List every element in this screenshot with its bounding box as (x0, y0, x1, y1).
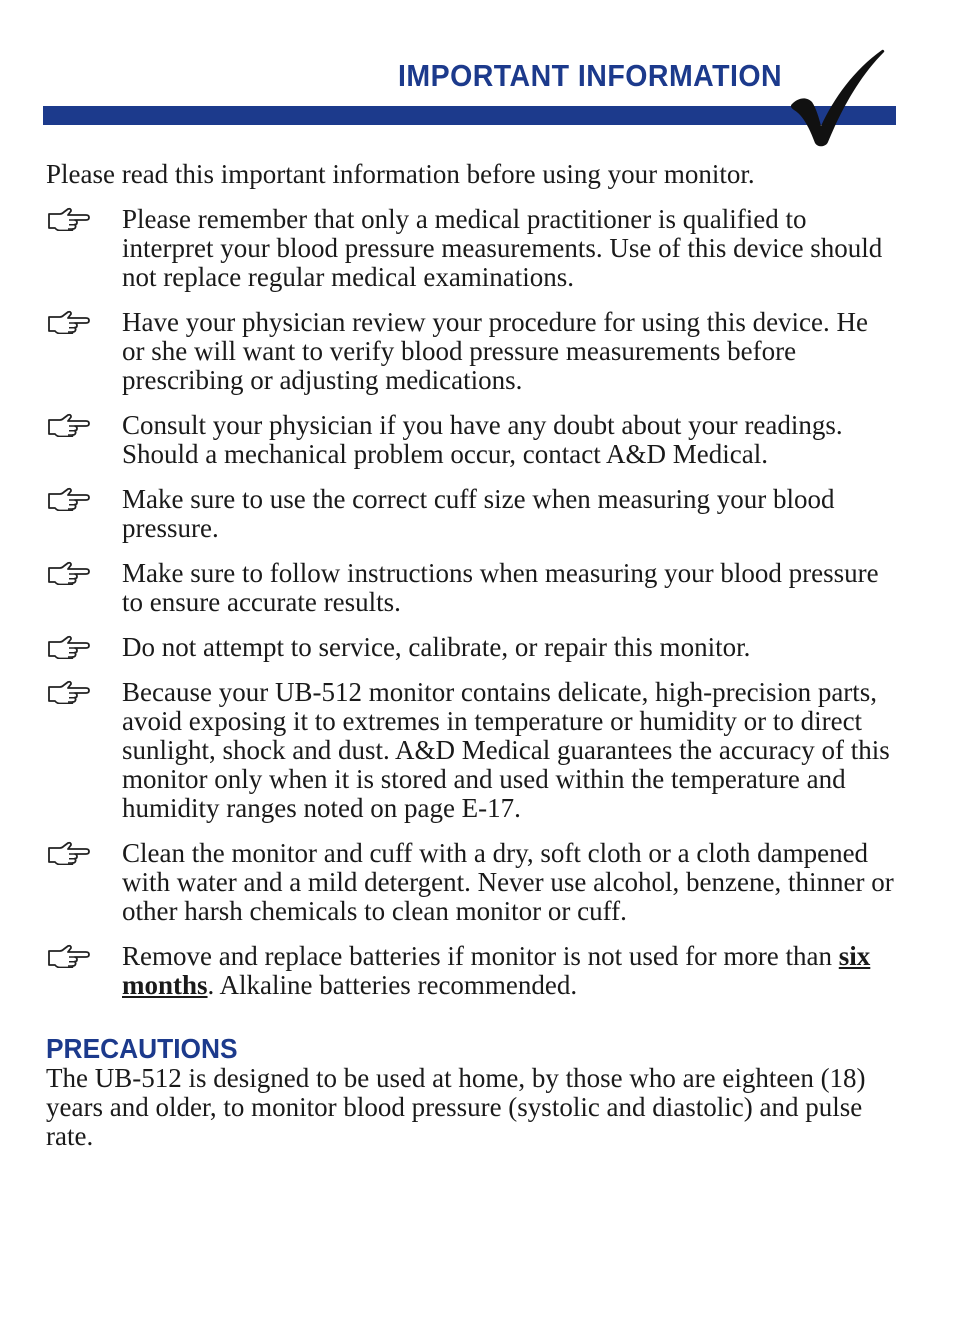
list-item (46, 308, 896, 395)
pointing-hand-icon (46, 944, 90, 968)
list-item-text: Please remember that only a medical practitioner is qualified to interpret your blood pressure measurements. Use of this device should not replace regular medical examinations. (122, 204, 883, 292)
list-item-text: Do not attempt to service, calibrate, or repair this monitor. (122, 632, 751, 662)
list-item-text: Because your UB-512 monitor contains delicate, high-precision parts, avoid exposing it to extremes in temperature or humidity or to direct sunlight, shock and dust. A&D Medical guarantees the accuracy of this monitor only when it is stored and used within the temperature and humidity ranges noted on page E-17. (122, 677, 890, 823)
list-item-text: Make sure to use the correct cuff size when measuring your blood pressure. (122, 484, 835, 543)
list-item (46, 839, 896, 926)
emphasis-text: six months (122, 941, 871, 1000)
pointing-hand-icon (46, 841, 90, 865)
list-item (46, 485, 896, 543)
list-item (46, 205, 896, 292)
pointing-hand-icon (46, 413, 90, 437)
page-title: IMPORTANT INFORMATION (398, 58, 783, 93)
pointing-hand-icon (46, 680, 90, 704)
list-item (46, 678, 896, 823)
intro-text: Please read this important information before using your monitor. (46, 159, 755, 189)
list-item-text: Make sure to follow instructions when measuring your blood pressure to ensure accurate results. (122, 558, 879, 617)
list-item (46, 411, 896, 469)
main-content (46, 160, 896, 1151)
list-item (46, 942, 896, 1000)
check-mark-icon (788, 46, 888, 150)
list-item-text: Consult your physician if you have any doubt about your readings. Should a mechanical problem occur, contact A&D Medical. (122, 410, 843, 469)
precautions-text: The UB-512 is designed to be used at home, by those who are eighteen (18) years and older, to monitor blood pressure (systolic and diastolic) and pulse rate. (46, 1063, 866, 1151)
list-item-text: Have your physician review your procedure for using this device. He or she will want to verify blood pressure measurements before prescribing or adjusting medications. (122, 307, 869, 395)
list-item-text-after: . Alkaline batteries recommended. (207, 970, 578, 1000)
pointing-hand-icon (46, 487, 90, 511)
header-rule (43, 106, 896, 125)
precautions-heading: PRECAUTIONS (46, 1033, 238, 1064)
pointing-hand-icon (46, 207, 90, 231)
list-item-text: Remove and replace batteries if monitor is not used for more than (122, 941, 839, 971)
pointing-hand-icon (46, 635, 90, 659)
pointing-hand-icon (46, 561, 90, 585)
list-item (46, 559, 896, 617)
list-item (46, 633, 896, 662)
pointing-hand-icon (46, 310, 90, 334)
list-item-text: Clean the monitor and cuff with a dry, soft cloth or a cloth dampened with water and a mild detergent. Never use alcohol, benzene, thinner or other harsh chemicals to clean monitor or cuff. (122, 838, 894, 926)
information-list (46, 205, 896, 1000)
